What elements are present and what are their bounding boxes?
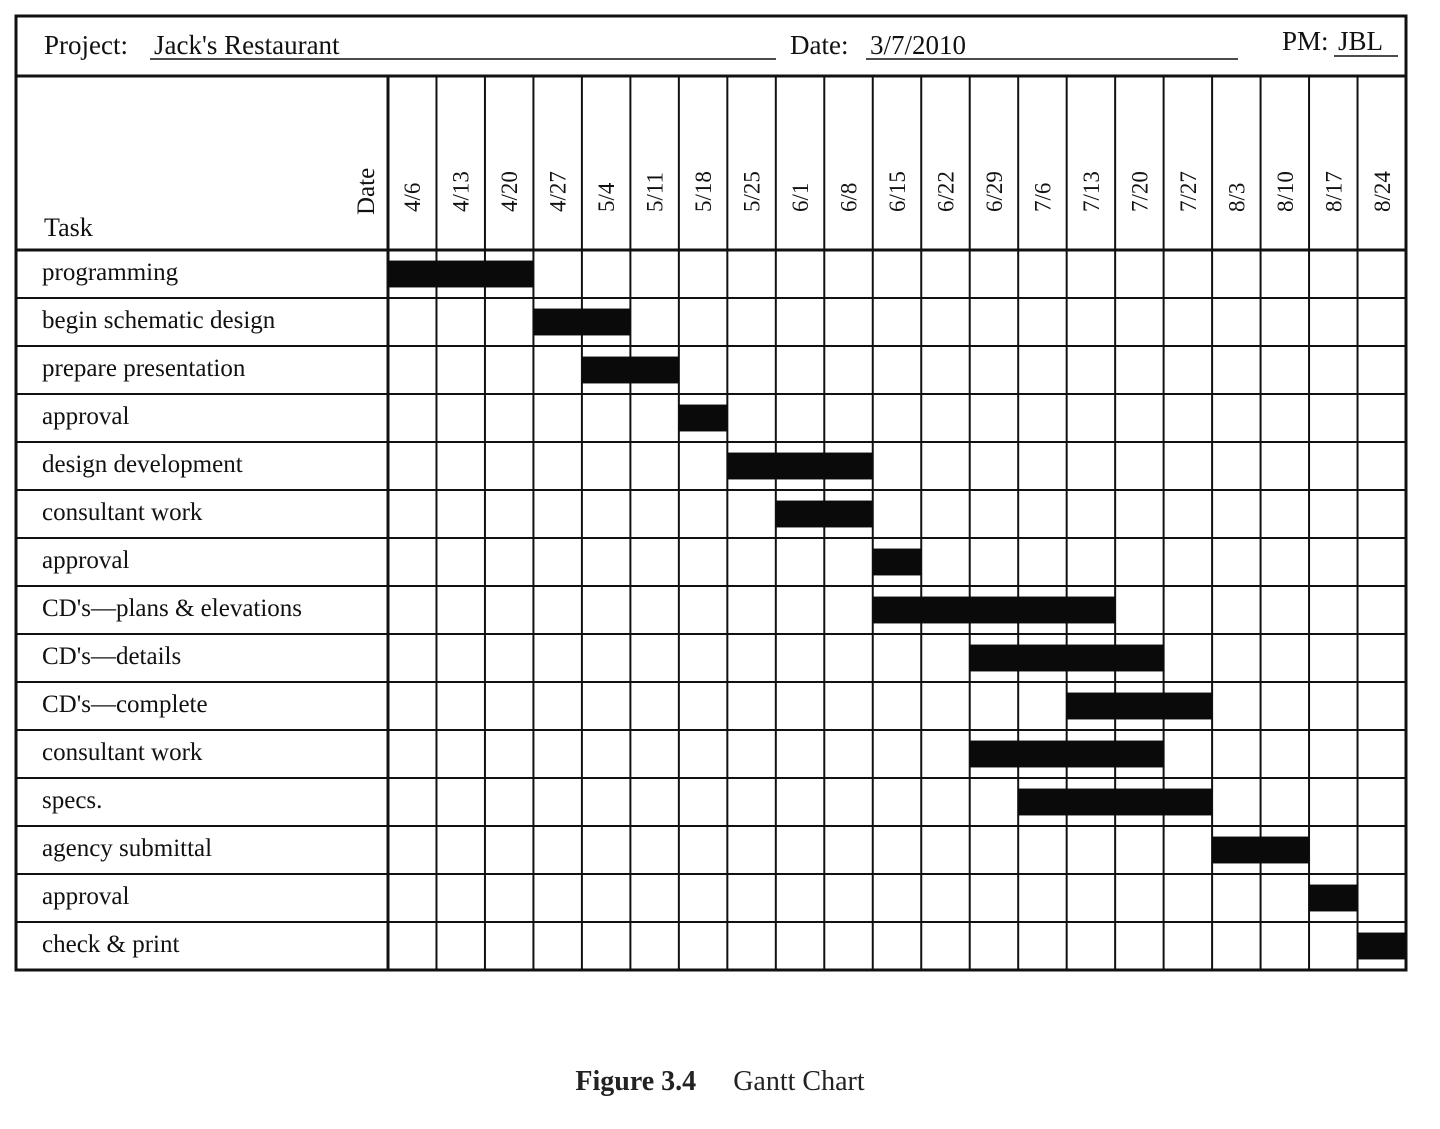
corner-task-label: Task — [44, 213, 93, 242]
task-bar — [679, 405, 727, 432]
figure-number: Figure 3.4 — [575, 1066, 697, 1097]
week-tick-label: 8/10 — [1272, 171, 1298, 212]
task-label: agency submittal — [42, 834, 213, 862]
week-tick-label: 4/27 — [545, 171, 571, 212]
week-tick-label: 4/20 — [497, 171, 523, 212]
task-bar — [873, 597, 1115, 624]
task-bar — [970, 741, 1164, 768]
week-tick-label: 6/22 — [933, 171, 959, 212]
task-label: specs. — [42, 786, 103, 814]
week-tick-label: 8/17 — [1321, 171, 1347, 212]
week-tick-label: 7/20 — [1127, 171, 1153, 212]
week-tick-label: 7/13 — [1078, 171, 1104, 212]
task-label: CD's—details — [42, 642, 182, 670]
week-tick-label: 6/15 — [885, 171, 910, 212]
week-tick-label: 7/6 — [1030, 182, 1056, 212]
week-tick-label: 7/27 — [1175, 171, 1201, 212]
week-tick-label: 5/11 — [642, 171, 668, 212]
task-bar — [1309, 885, 1357, 912]
task-label: check & print — [42, 930, 180, 958]
task-bar — [388, 261, 533, 288]
task-bar — [727, 453, 872, 480]
week-tick-label: 6/29 — [981, 171, 1007, 212]
task-label: begin schematic design — [42, 306, 276, 334]
task-bar — [1358, 933, 1406, 960]
week-tick-label: 4/13 — [448, 171, 474, 212]
pm-value: JBL — [1338, 26, 1384, 56]
week-tick-label: 8/3 — [1224, 182, 1250, 212]
task-bar — [970, 645, 1164, 672]
corner-date-label: Date — [353, 167, 380, 215]
project-name: Jack's Restaurant — [154, 30, 340, 60]
week-tick-label: 8/24 — [1369, 171, 1395, 212]
project-label: Project: — [44, 30, 128, 60]
week-tick-label: 6/8 — [836, 182, 862, 212]
week-tick-label: 5/4 — [594, 182, 620, 212]
week-axis-labels — [400, 171, 1395, 212]
week-tick-label: 6/1 — [788, 182, 814, 212]
task-bar — [1018, 789, 1212, 816]
pm-label: PM: — [1282, 26, 1329, 56]
task-label: consultant work — [42, 738, 203, 766]
figure-title: Gantt Chart — [733, 1066, 865, 1097]
task-bar — [1067, 693, 1212, 720]
task-label: approval — [42, 546, 130, 574]
task-label: approval — [42, 402, 130, 430]
task-bar — [582, 357, 679, 384]
task-bar — [873, 549, 921, 576]
task-label: CD's—complete — [42, 690, 208, 718]
date-label: Date: — [790, 30, 849, 60]
date-value: 3/7/2010 — [870, 30, 967, 60]
task-bar — [776, 501, 873, 528]
week-tick-label: 5/25 — [739, 171, 765, 212]
figure-caption — [0, 1066, 1440, 1098]
task-label: prepare presentation — [42, 354, 246, 382]
week-tick-label: 5/18 — [691, 171, 717, 212]
task-label: consultant work — [42, 498, 203, 526]
task-label: programming — [42, 258, 179, 286]
task-bars — [388, 261, 1406, 960]
task-label: approval — [42, 882, 130, 910]
task-axis-labels — [42, 259, 302, 958]
week-tick-label: 4/6 — [400, 182, 426, 212]
task-bar — [1212, 837, 1309, 864]
task-label: CD's—plans & elevations — [42, 594, 303, 622]
task-bar — [533, 309, 630, 336]
task-label: design development — [42, 450, 243, 478]
